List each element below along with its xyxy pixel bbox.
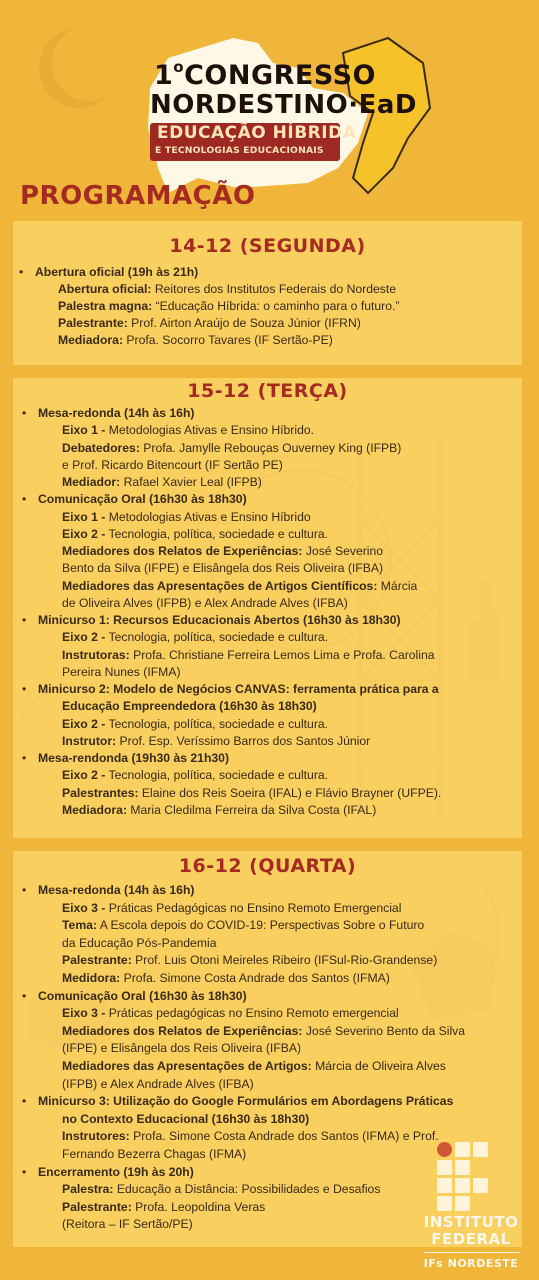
schedule-line-text: Práticas Pedagógicas no Ensino Remoto Emergencial (105, 900, 402, 915)
logo-title-line1: 1$^o$CONGRESSO (154, 58, 377, 91)
logo-tagline: E TECNOLOGIAS EDUCACIONAIS (155, 145, 324, 156)
schedule-line-text: Metodologias Ativas e Ensino Híbrido (105, 509, 311, 524)
schedule-line-text: José Severino Bento da Silva (302, 1023, 466, 1038)
footer-logo-line3: IFs NORDESTE (423, 1257, 519, 1270)
bullet: • (22, 988, 27, 1003)
bullet: • (22, 1094, 27, 1109)
schedule-line-label: Instrutor: (62, 733, 117, 748)
schedule-line (58, 333, 333, 348)
schedule-line-text: Profa. Socorro Tavares (IF Sertão-PE) (123, 333, 333, 347)
schedule-line (62, 441, 401, 456)
schedule-line (62, 803, 376, 818)
footer-logo-line1: INSTITUTO (423, 1213, 519, 1231)
schedule-line-label: Educação Empreendedora (16h30 às 18h30) (62, 699, 317, 714)
schedule-line-label: Comunicação Oral (16h30 às 18h30) (38, 988, 247, 1003)
schedule-line (62, 1006, 399, 1021)
schedule-line-label: Abertura oficial (19h às 21h) (35, 265, 199, 279)
schedule-line-label: Eixo 2 - (62, 768, 106, 783)
header (0, 0, 539, 220)
schedule-line-label: Debatedores: (62, 440, 140, 455)
schedule-line (62, 768, 328, 783)
schedule-line (62, 544, 383, 559)
schedule-line (62, 699, 317, 714)
day-title: 16-12 (QUARTA) (178, 855, 357, 877)
schedule-line-text: Profa. Leopoldina Veras (131, 1199, 266, 1214)
schedule-line-text: Prof. Airton Araújo de Souza Júnior (IFRN) (127, 316, 361, 330)
schedule-line-text: Reitores dos Institutos Federais do Nordeste (151, 282, 397, 296)
schedule-line (38, 883, 194, 898)
page-title: PROGRAMAÇÃO (20, 181, 256, 211)
schedule-line (62, 918, 424, 933)
schedule-line-label: Palestra magna: (58, 299, 153, 313)
schedule-line-text: Pereira Nunes (IFMA) (62, 664, 181, 679)
schedule-line-text: Fernando Bezerra Chagas (IFMA) (62, 1147, 247, 1161)
schedule-line-text: Tecnologia, política, sociedade e cultura. (105, 716, 329, 731)
schedule-line-text: Rafael Xavier Leal (IFPB) (120, 475, 262, 489)
bullet: • (19, 265, 24, 279)
schedule-line (62, 1129, 439, 1144)
schedule-line (62, 1182, 380, 1197)
schedule-line-label: Abertura oficial: (58, 282, 152, 296)
schedule-line (62, 901, 401, 916)
schedule-line-label: Eixo 1 - (62, 423, 106, 438)
schedule-line-text: Tecnologia, política, sociedade e cultura. (105, 768, 329, 783)
schedule-line (62, 786, 441, 801)
schedule-line-label: Mediadores das Apresentações de Artigos: (62, 1059, 312, 1073)
schedule-line-text: Profa. Christiane Ferreira Lemos Lima e Profa. Carolina (129, 647, 435, 662)
schedule-line (62, 971, 390, 986)
schedule-line (38, 989, 247, 1004)
schedule-line (62, 953, 437, 968)
schedule-line-text: Educação a Distância: Possibilidades e Desafios (113, 1182, 381, 1197)
bullet: • (22, 1164, 27, 1179)
schedule-line-label: Encerramento (19h às 20h) (38, 1164, 194, 1179)
schedule-line-label: Palestrantes: (62, 785, 139, 800)
schedule-line-text: José Severino (302, 544, 384, 558)
logo-subtitle: EDUCAÇÃO HÍBRIDA (157, 123, 357, 143)
schedule-line-label: Palestra: (62, 1182, 114, 1197)
schedule-line (62, 475, 262, 490)
schedule-line (62, 665, 181, 680)
schedule-line-label: Palestrante: (62, 953, 132, 968)
schedule-line-label: Mediador: (62, 475, 121, 489)
schedule-line-text: Elaine dos Reis Soeira (IFAL) e Flávio Brayner (UFPE). (138, 785, 442, 800)
bullet: • (22, 751, 27, 765)
schedule-line-text: (Reitora – IF Sertão/PE) (62, 1217, 193, 1232)
schedule-line-label: Mediadores dos Relatos de Experiências: (62, 544, 303, 558)
schedule-line-text: Prof. Esp. Veríssimo Barros dos Santos Júnior (116, 733, 371, 748)
schedule-line-label: Eixo 2 - (62, 716, 106, 731)
schedule-line-label: Mediadora: (58, 333, 124, 347)
schedule-line-text: e Prof. Ricardo Bitencourt (IF Sertão PE) (62, 457, 283, 472)
bullet: • (22, 406, 27, 420)
schedule-line (62, 1024, 465, 1039)
schedule-line-text: (IFPB) e Alex Andrade Alves (IFBA) (62, 1076, 254, 1091)
schedule-line (35, 265, 198, 280)
schedule-line-text: Profa. Simone Costa Andrade dos Santos (IFMA) e Prof. (129, 1129, 439, 1144)
schedule-line (38, 613, 401, 628)
schedule-line (62, 596, 348, 611)
schedule-line (62, 1200, 265, 1215)
schedule-line (62, 561, 383, 576)
schedule-line (38, 682, 439, 697)
schedule-line-text: Márcia (377, 578, 418, 593)
schedule-line-label: Eixo 3 - (62, 1006, 106, 1021)
schedule-line-label: Mediadora: (62, 802, 128, 817)
schedule-line-text: Profa. Jamylle Rebouças Ouverney King (IFPB) (139, 440, 402, 455)
schedule-line-text: da Educação Pós-Pandemia (62, 935, 217, 950)
schedule-line-text: (IFPE) e Elisângela dos Reis Oliveira (IFBA) (62, 1041, 302, 1056)
schedule-line (62, 1112, 309, 1127)
bullet: • (22, 682, 27, 696)
schedule-line-label: Palestrante: (62, 1199, 132, 1214)
schedule-line-text: A Escola depois do COVID-19: Perspectivas Sobre o Futuro (97, 918, 425, 933)
schedule-line-text: Metodologias Ativas e Ensino Híbrido. (105, 423, 315, 438)
schedule-line (62, 1217, 193, 1232)
schedule-line-label: Mesa-rendonda (19h30 às 21h30) (38, 751, 230, 765)
schedule-line (62, 1041, 301, 1056)
schedule-line (62, 717, 328, 732)
schedule-line-label: Mesa-redonda (14h às 16h) (38, 883, 195, 897)
schedule-line-text: Tecnologia, política, sociedade e cultura. (105, 526, 329, 541)
schedule-line-label: Palestrante: (58, 316, 128, 330)
schedule-line-label: Eixo 3 - (62, 900, 106, 915)
schedule-line (62, 1147, 246, 1162)
schedule-line-text: de Oliveira Alves (IFPB) e Alex Andrade Alves (IFBA) (62, 595, 348, 610)
schedule-line (38, 751, 229, 766)
footer-logo-divider (424, 1252, 520, 1253)
schedule-line (38, 1094, 453, 1109)
schedule-line-text: Bento da Silva (IFPE) e Elisângela dos Reis Oliveira (IFBA) (62, 561, 384, 576)
schedule-line-text: Márcia de Oliveira Alves (311, 1059, 446, 1073)
schedule-line (62, 423, 314, 438)
schedule-line (62, 1077, 254, 1092)
schedule-line (38, 1165, 194, 1180)
schedule-line (62, 630, 328, 645)
schedule-line-label: Tema: (62, 918, 97, 933)
schedule-line (62, 648, 435, 663)
schedule-line-label: Mediadores das Apresentações de Artigos Científicos: (62, 578, 378, 593)
schedule-line-text: Prof. Luis Otoni Meireles Ribeiro (IFSul-Rio-Grandense) (131, 953, 438, 968)
schedule-line-label: Eixo 2 - (62, 526, 106, 541)
bullet: • (22, 613, 27, 627)
schedule-line (38, 492, 247, 507)
schedule-line (62, 527, 328, 542)
schedule-line (38, 406, 194, 421)
schedule-line-label: Minicurso 3: Utilização do Google Formulários em Abordagens Práticas (38, 1094, 454, 1109)
schedule-line-text: Práticas pedagógicas no Ensino Remoto emergencial (105, 1006, 399, 1021)
schedule-line-text: Maria Cledilma Ferreira da Silva Costa (IFAL) (127, 802, 377, 817)
schedule-line-label: Eixo 2 - (62, 630, 106, 645)
bullet: • (22, 492, 27, 507)
day-title: 14-12 (SEGUNDA) (169, 235, 366, 257)
day-title: 15-12 (TERÇA) (187, 380, 348, 402)
schedule-line-label: Minicurso 2: Modelo de Negócios CANVAS: ferramenta prática para a (38, 682, 439, 696)
schedule-line-label: Instrutoras: (62, 647, 130, 662)
schedule-line-text: “Educação Híbrida: o caminho para o futuro.” (152, 299, 400, 313)
schedule-line (62, 1059, 446, 1074)
schedule-line (58, 282, 396, 297)
schedule-line (62, 579, 417, 594)
schedule-line-label: Minicurso 1: Recursos Educacionais Abertos (16h30 às 18h30) (38, 613, 401, 627)
schedule-line (58, 316, 361, 331)
schedule-line-label: Mediadores dos Relatos de Experiências: (62, 1023, 303, 1038)
footer-logo-line2: FEDERAL (431, 1230, 511, 1248)
schedule-line (62, 734, 370, 749)
schedule-line (58, 299, 399, 314)
schedule-line-label: Comunicação Oral (16h30 às 18h30) (38, 492, 247, 507)
schedule-line-label: Medidora: (62, 971, 121, 985)
schedule-line-label: no Contexto Educacional (16h30 às 18h30) (62, 1111, 310, 1126)
schedule-line-label: Eixo 1 - (62, 509, 106, 524)
logo-title-line2: NORDESTINO·EaD (150, 90, 417, 120)
schedule-line-label: Mesa-redonda (14h às 16h) (38, 406, 195, 420)
schedule-line (62, 458, 283, 473)
schedule-line-label: Instrutores: (62, 1129, 130, 1144)
schedule-line (62, 936, 216, 951)
schedule-line-text: Profa. Simone Costa Andrade dos Santos (IFMA) (120, 971, 390, 985)
bullet: • (22, 883, 27, 897)
schedule-line-text: Tecnologia, política, sociedade e cultura. (105, 630, 329, 645)
schedule-line (62, 510, 311, 525)
